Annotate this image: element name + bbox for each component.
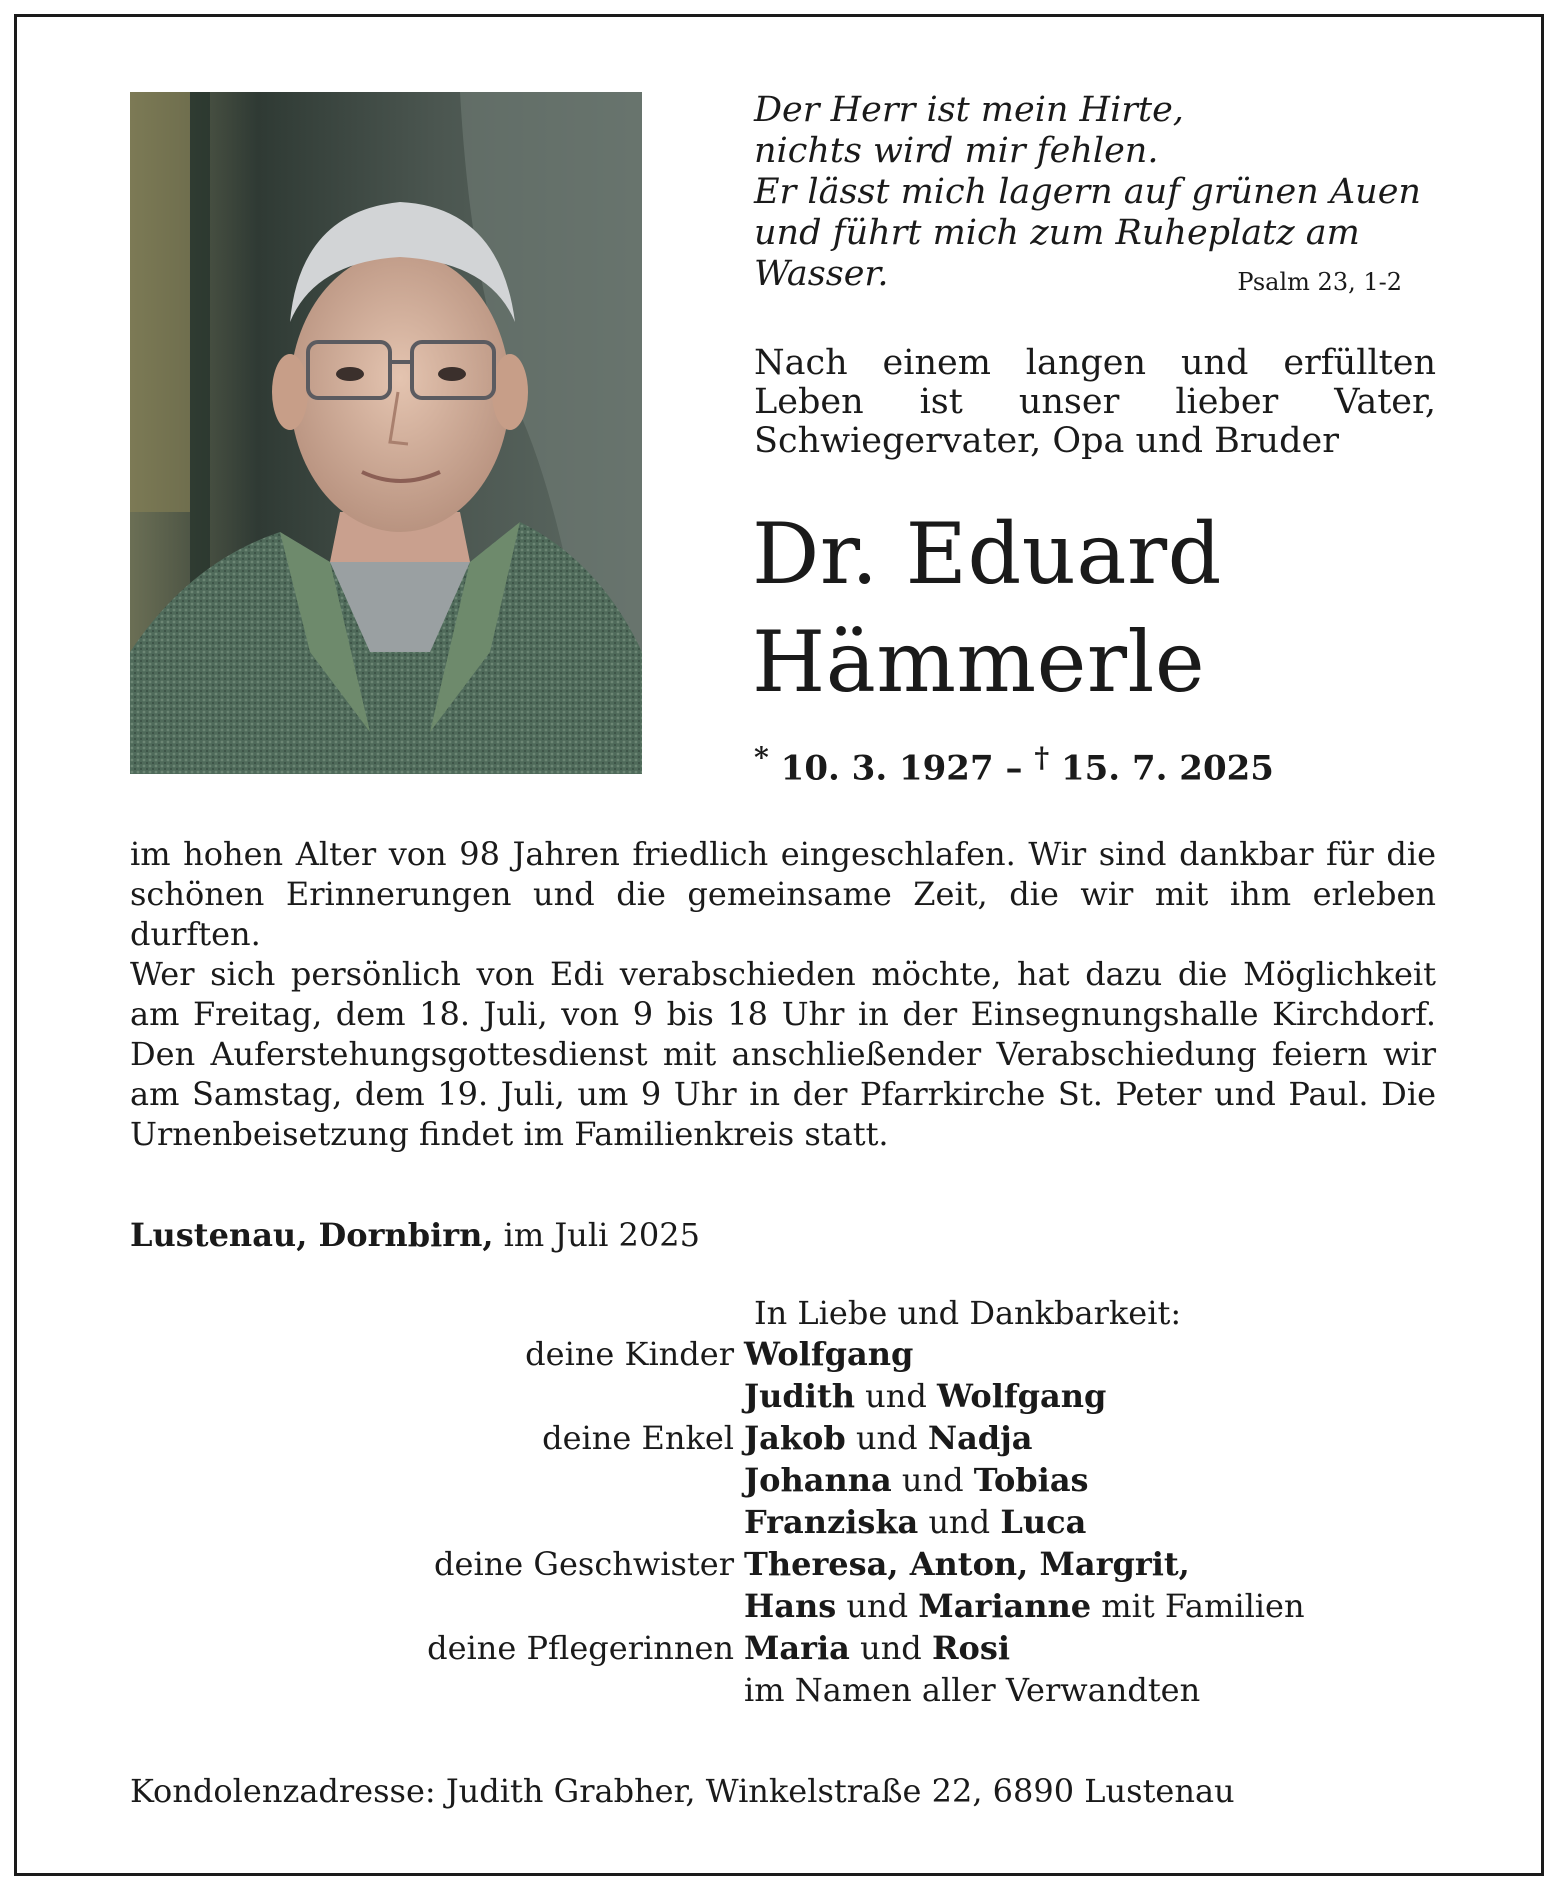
portrait-photo — [130, 92, 642, 774]
signature-row — [130, 1585, 1450, 1627]
psalm-quote — [754, 90, 1444, 295]
psalm-line: nichts wird mir fehlen. — [754, 131, 1159, 171]
place-towns: Lustenau, Dornbirn, — [130, 1216, 494, 1254]
and-word: und — [901, 1461, 964, 1499]
and-word: und — [846, 1587, 909, 1625]
and-word: und — [928, 1503, 991, 1541]
signature-row — [130, 1375, 1450, 1417]
birth-symbol: * — [754, 740, 769, 774]
date-separator: – — [1005, 748, 1023, 789]
body-paragraph: Wer sich persönlich von Edi verabschieden möchte, hat dazu die Möglichkeit am Freitag, dem 18. Juli, von 9 bis 18 Uhr in der Einsegnungshalle Kirchdorf. Den Auferstehungsgottesdienst mit anschließender Verabschiedung feiern wir am Samstag, dem 19. Juli, um 9 Uhr in der Pfarrkirche St. Peter und Paul. Die Urnenbeisetzung findet im Familienkreis statt. — [130, 955, 1436, 1153]
psalm-reference: Psalm 23, 1-2 — [1237, 268, 1402, 296]
relation-label: deine Geschwister — [434, 1545, 734, 1583]
death-symbol: † — [1034, 740, 1050, 774]
intro-text: Nach einem langen und erfüllten Leben ist unser lieber Vater, Schwiegervater, Opa und Bruder — [754, 343, 1436, 461]
family-name: Wolfgang — [937, 1377, 1107, 1415]
signature-row — [130, 1627, 1450, 1669]
relation-label: deine Pflegerinnen — [427, 1629, 734, 1667]
place-and-date — [130, 1216, 700, 1254]
family-name: Rosi — [931, 1629, 1011, 1667]
family-name: Wolfgang — [744, 1335, 914, 1373]
portrait-image — [130, 92, 642, 774]
signature-row — [130, 1543, 1450, 1585]
psalm-line: Der Herr ist mein Hirte, — [754, 90, 1184, 130]
and-word: und — [860, 1629, 922, 1667]
condolence-address: Kondolenzadresse: Judith Grabher, Winkelstraße 22, 6890 Lustenau — [130, 1772, 1235, 1810]
family-name: Franziska — [744, 1503, 919, 1541]
family-name: Nadja — [927, 1419, 1033, 1457]
family-name: Judith — [744, 1377, 855, 1415]
family-name: Luca — [1000, 1503, 1087, 1541]
and-word: und — [855, 1419, 918, 1457]
life-dates — [754, 740, 1274, 788]
name-line-1: Dr. Eduard — [752, 505, 1222, 603]
signature-row — [130, 1459, 1450, 1501]
psalm-line: und führt mich zum Ruheplatz am Wasser. — [754, 213, 1360, 294]
signature-list — [130, 1333, 1450, 1711]
family-name: Maria — [744, 1629, 850, 1667]
name-line-2: Hämmerle — [752, 613, 1206, 711]
deceased-name — [752, 500, 1452, 716]
family-name: Marianne — [918, 1587, 1092, 1625]
family-name: Johanna — [744, 1461, 892, 1499]
and-word: und — [865, 1377, 927, 1415]
family-name: Tobias — [973, 1461, 1089, 1499]
signature-row — [130, 1417, 1450, 1459]
family-suffix: mit Familien — [1101, 1587, 1305, 1625]
place-date: im Juli 2025 — [503, 1216, 700, 1254]
birth-date: 10. 3. 1927 — [780, 748, 994, 789]
signature-row — [130, 1333, 1450, 1375]
body-paragraph: im hohen Alter von 98 Jahren friedlich eingeschlafen. Wir sind dankbar für die schönen Erinnerungen und die gemeinsame Zeit, die wir mit ihm erleben durften. — [130, 835, 1436, 953]
relation-label: deine Kinder — [525, 1335, 734, 1373]
relatives-note: im Namen aller Verwandten — [744, 1671, 1201, 1709]
family-name: Hans — [744, 1587, 837, 1625]
relation-label: deine Enkel — [542, 1419, 734, 1457]
family-name: Jakob — [744, 1419, 846, 1457]
psalm-line: Er lässt mich lagern auf grünen Auen — [754, 172, 1421, 212]
signature-heading: In Liebe und Dankbarkeit: — [754, 1294, 1182, 1332]
signature-row — [130, 1501, 1450, 1543]
death-date: 15. 7. 2025 — [1060, 748, 1274, 789]
family-name: Theresa, Anton, Margrit, — [744, 1545, 1190, 1583]
signature-row — [130, 1669, 1450, 1711]
body-text — [130, 834, 1436, 1154]
